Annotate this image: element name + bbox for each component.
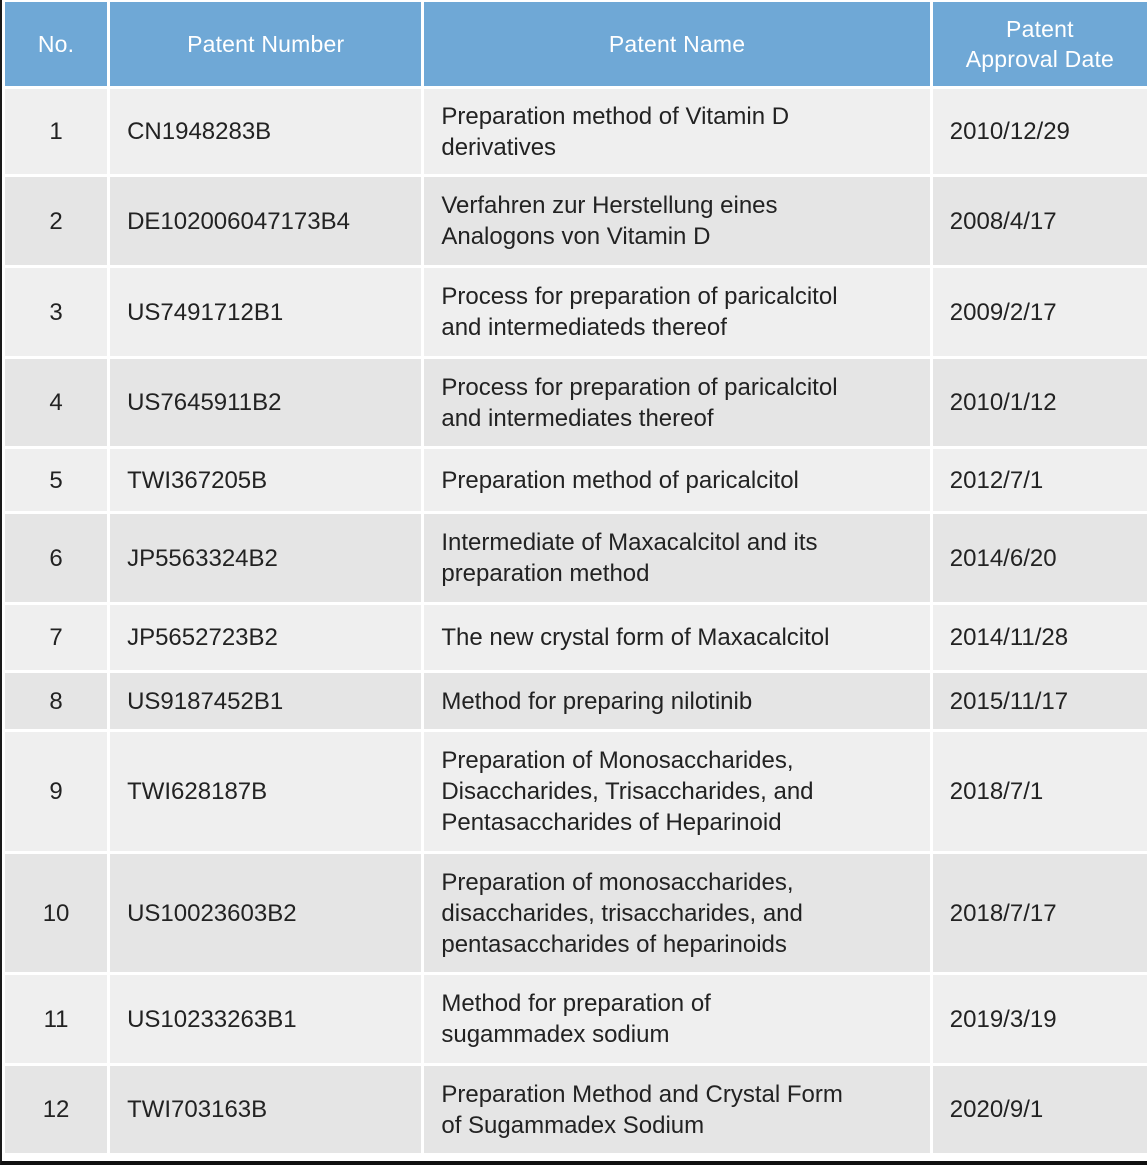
- patent-name-line: Process for preparation of paricalcitol: [441, 373, 838, 401]
- patent-name-line: The new crystal form of Maxacalcitol: [441, 624, 830, 651]
- patent-name-line: Preparation method of paricalcitol: [441, 466, 799, 494]
- cell-approval-date: 2008/4/17: [933, 177, 1147, 265]
- table-row: [5, 514, 1147, 602]
- cell-patent-number: JP5652723B2: [110, 605, 421, 670]
- patent-name-line: of Sugammadex Sodium: [441, 1111, 705, 1139]
- cell-patent-name: [424, 854, 929, 972]
- table-row: [5, 854, 1147, 972]
- table-row: [5, 732, 1147, 851]
- cell-no: 9: [5, 732, 107, 851]
- patent-name-line: Pentasaccharides of Heparinoid: [441, 809, 782, 836]
- cell-no: 7: [5, 605, 107, 670]
- cell-patent-number: DE102006047173B4: [110, 177, 421, 265]
- cell-no: 4: [5, 359, 107, 446]
- cell-no: 3: [5, 268, 107, 356]
- table-row: [5, 605, 1147, 670]
- patent-name-line: Process for preparation of paricalcitol: [441, 283, 838, 310]
- cell-approval-date: 2012/7/1: [933, 449, 1147, 511]
- patent-name-line: Preparation method of Vitamin D: [441, 102, 790, 130]
- patent-name-line: Method for preparing nilotinib: [441, 687, 753, 715]
- patent-name-line: sugammadex sodium: [441, 1021, 670, 1048]
- cell-no: 11: [5, 975, 107, 1063]
- cell-patent-name: [424, 89, 929, 174]
- cell-patent-number: TWI703163B: [110, 1066, 421, 1153]
- cell-patent-name: [424, 975, 929, 1063]
- patent-name-line: Method for preparation of: [441, 990, 711, 1017]
- table-body: [5, 89, 1147, 1153]
- table-row: [5, 268, 1147, 356]
- table-row: [5, 177, 1147, 265]
- cell-approval-date: 2018/7/17: [933, 854, 1147, 972]
- header-patent-number: Patent Number: [110, 2, 421, 86]
- cell-patent-name: [424, 449, 929, 511]
- patent-name-line: and intermediateds thereof: [441, 314, 727, 341]
- cell-patent-number: CN1948283B: [110, 89, 421, 174]
- table-row: [5, 673, 1147, 729]
- cell-patent-name: [424, 732, 929, 851]
- table-row: [5, 359, 1147, 446]
- cell-patent-name: [424, 268, 929, 356]
- header-approval-date-line1: Patent: [1006, 16, 1074, 42]
- patent-name-line: pentasaccharides of heparinoids: [441, 930, 787, 958]
- cell-patent-number: US7491712B1: [110, 268, 421, 356]
- cell-no: 10: [5, 854, 107, 972]
- patent-name-line: disaccharides, trisaccharides, and: [441, 899, 803, 927]
- cell-approval-date: 2009/2/17: [933, 268, 1147, 356]
- header-patent-name: Patent Name: [424, 2, 929, 86]
- cell-patent-name: [424, 1066, 929, 1153]
- cell-patent-number: US10233263B1: [110, 975, 421, 1063]
- patent-name-line: preparation method: [441, 560, 650, 587]
- cell-approval-date: 2015/11/17: [933, 673, 1147, 729]
- table-header-row: [5, 2, 1147, 86]
- cell-no: 1: [5, 89, 107, 174]
- cell-approval-date: 2020/9/1: [933, 1066, 1147, 1153]
- cell-patent-number: US9187452B1: [110, 673, 421, 729]
- cell-approval-date: 2010/1/12: [933, 359, 1147, 446]
- cell-patent-number: US7645911B2: [110, 359, 421, 446]
- patent-name-line: Preparation of Monosaccharides,: [441, 747, 794, 774]
- cell-no: 5: [5, 449, 107, 511]
- cell-patent-number: TWI367205B: [110, 449, 421, 511]
- cell-no: 6: [5, 514, 107, 602]
- cell-no: 12: [5, 1066, 107, 1153]
- cell-patent-number: TWI628187B: [110, 732, 421, 851]
- cell-approval-date: 2019/3/19: [933, 975, 1147, 1063]
- patent-name-line: and intermediates thereof: [441, 404, 714, 432]
- cell-no: 2: [5, 177, 107, 265]
- cell-patent-name: [424, 177, 929, 265]
- cell-patent-name: [424, 359, 929, 446]
- header-approval-date-line2: Approval Date: [965, 46, 1115, 72]
- cell-patent-name: [424, 514, 929, 602]
- cell-approval-date: 2018/7/1: [933, 732, 1147, 851]
- patent-name-line: Analogons von Vitamin D: [441, 223, 711, 250]
- cell-no: 8: [5, 673, 107, 729]
- header-no: No.: [5, 2, 107, 86]
- patent-table: [2, 0, 1147, 1156]
- table-row: [5, 1066, 1147, 1153]
- patent-name-line: Disaccharides, Trisaccharides, and: [441, 778, 814, 805]
- cell-approval-date: 2010/12/29: [933, 89, 1147, 174]
- table-row: [5, 89, 1147, 174]
- header-approval-date: [933, 2, 1147, 86]
- cell-patent-name: [424, 605, 929, 670]
- table-row: [5, 975, 1147, 1063]
- patent-name-line: Preparation of monosaccharides,: [441, 868, 794, 896]
- cell-approval-date: 2014/6/20: [933, 514, 1147, 602]
- table-row: [5, 449, 1147, 511]
- patent-name-line: Verfahren zur Herstellung eines: [441, 192, 778, 219]
- patent-name-line: Preparation Method and Crystal Form: [441, 1080, 843, 1108]
- cell-patent-number: JP5563324B2: [110, 514, 421, 602]
- patent-name-line: Intermediate of Maxacalcitol and its: [441, 529, 818, 556]
- cell-patent-name: [424, 673, 929, 729]
- cell-approval-date: 2014/11/28: [933, 605, 1147, 670]
- cell-patent-number: US10023603B2: [110, 854, 421, 972]
- patent-name-line: derivatives: [441, 133, 557, 161]
